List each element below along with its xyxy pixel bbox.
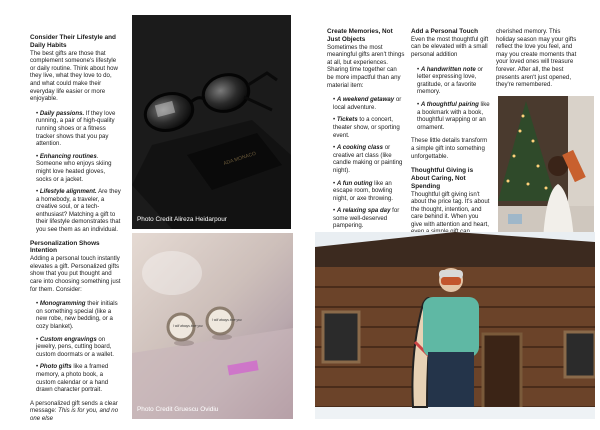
experience-list xyxy=(327,96,405,230)
column-lifestyle xyxy=(30,34,122,430)
photo-credit: Photo Credit Gruescu Ovidiu xyxy=(137,406,219,413)
svg-text:ADA MONACO: ADA MONACO xyxy=(222,150,257,167)
list-item: • Daily passions. If they love running, a pair of high-quality running shoes or a fitness tracker shows that you pay attention. xyxy=(36,110,122,148)
list-item: • A weekend getaway or local adventure. xyxy=(333,96,405,111)
paragraph-details: These little details transform a simple gift into something unforgettable. xyxy=(411,137,488,160)
list-item: • A cooking class or creative art class (like candle making or painting night). xyxy=(333,144,405,174)
list-item: • Enhancing routines. Someone who enjoys skiing might love heated gloves, socks or a jacket. xyxy=(36,153,122,183)
personalization-list xyxy=(30,300,122,394)
paragraph-personalized-message: A personalized gift sends a clear message: This is for you, and no one else xyxy=(30,399,119,422)
heading-personalization: Personalization Shows Intention xyxy=(30,239,100,255)
cufflinks-illustration xyxy=(132,233,293,419)
sunglasses-photo xyxy=(132,15,291,229)
snowboard-photo xyxy=(315,232,595,419)
list-item: • Tickets to a concert, theater show, or sporting event. xyxy=(333,116,405,139)
list-item: • A fun outing like an escape room, bowling night, or axe throwing. xyxy=(333,180,405,203)
heading-personal-touch: Add a Personal Touch xyxy=(411,28,478,35)
lifestyle-list xyxy=(30,110,122,234)
paragraph-personalization: Adding a personal touch instantly elevates a gift. Personalized gifts show that you put thought and care into choosing something just for them. Consider: xyxy=(30,255,121,293)
cufflink-left-text: I will always love you xyxy=(173,324,203,328)
list-item: • Photo gifts like a framed memory, a photo book, a custom calendar or a hand drawn character portrait. xyxy=(36,363,122,393)
paragraph-personal-touch: Even the most thoughtful gift can be elevated with a small personal addition xyxy=(411,35,489,58)
personal-touch-list xyxy=(411,66,490,132)
sunglasses-illustration xyxy=(132,15,291,229)
heading-memories: Create Memories, Not Just Objects xyxy=(327,28,393,43)
list-item: • A handwritten note or letter expressing love, gratitude, or a favorite memory. xyxy=(417,66,490,96)
heading-lifestyle: Consider Their Lifestyle and Daily Habits xyxy=(30,34,116,49)
column-personal-touch xyxy=(411,28,490,251)
paragraph-lifestyle: The best gifts are those that complement someone's lifestyle or daily routine. Think about how they live, what they love to do, and what could make their everyday life easier or more enjoyable. xyxy=(30,49,118,103)
cufflinks-photo xyxy=(132,233,293,419)
paragraph-memories: Sometimes the most meaningful gifts aren't things at all, but experiences. Sharing time together can be more impactful than any material item: xyxy=(327,43,405,89)
photo-credit: Photo Credit Alireza Heidarpour xyxy=(137,216,227,223)
column-closing xyxy=(496,28,578,96)
snowboard-illustration xyxy=(315,232,595,419)
list-item: • Lifestyle alignment. Are they a homebody, a traveler, a creative soul, or a tech-enthusiast? Matching a gift to their lifestyle demonstrates that you see them as an individual. xyxy=(36,188,122,234)
list-item: • A relaxing spa day for some well-deserved pampering. xyxy=(333,207,405,230)
cufflink-right-text: I will always love you xyxy=(212,318,242,322)
paragraph-closing: cherished memory. This holiday season may your gifts reflect the love you feel, and may you create moments that your loved ones will treasure forever. After all, the best presents aren't just opened, they're remembered. xyxy=(496,28,577,89)
list-item: • Custom engravings on jewelry, pens, cutting board, custom doormats or a wallet. xyxy=(36,336,122,359)
heading-caring: Thoughtful Giving is About Caring, Not Spending xyxy=(411,167,474,190)
paragraph-caring: Thoughtful gift giving isn't about the price tag. It's about the thought, intention, and care behind it. When you give with attention and heart, xyxy=(411,190,490,228)
christmas-illustration xyxy=(498,96,594,240)
list-item: • Monogramming their initials on something special (like a new robe, new bedding, or a cozy blanket). xyxy=(36,300,122,330)
christmas-photo xyxy=(498,96,594,240)
list-item: • A thoughtful pairing like a bookmark with a book, thoughtful wrapping or an ornament. xyxy=(417,101,490,131)
